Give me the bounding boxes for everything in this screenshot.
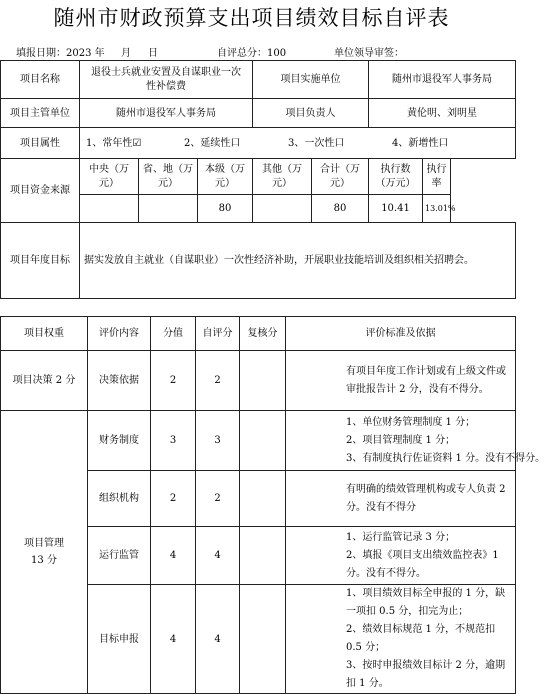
funding-value: 80 [198, 195, 253, 223]
eval-header: 评价内容 [88, 317, 151, 351]
funding-header: 执行数（万元） [369, 159, 423, 195]
eval-criteria [286, 585, 516, 694]
eval-criteria [286, 527, 516, 585]
funding-header: 省、地（万元） [139, 159, 198, 195]
eval-criteria: 有项目年度工作计划或有上级文件或审批报告计 2 分，没有不得分。 [286, 351, 516, 411]
eval-score: 4 [151, 527, 196, 585]
eval-content: 目标申报 [88, 585, 151, 694]
eval-self-score: 4 [196, 585, 240, 694]
eval-self-score: 2 [196, 351, 240, 411]
group-name: 项目决策 2 分 [1, 351, 88, 411]
eval-header: 分值 [151, 317, 196, 351]
page-title: 随州市财政预算支出项目绩效目标自评表 [53, 6, 450, 30]
eval-content: 运行监管 [88, 527, 151, 585]
eval-header: 评价标准及依据 [286, 317, 516, 351]
eval-score: 2 [151, 351, 196, 411]
funding-header: 合计（万元） [312, 159, 369, 195]
criteria-line: 3、按时申报绩效目标计 2 分，逾期扣 1 分。 [346, 660, 506, 689]
eval-criteria [286, 411, 545, 471]
funding-header: 中央（万元） [80, 159, 139, 195]
project-name: 退役士兵就业安置及自谋职业一次性补偿费 [80, 61, 253, 99]
eval-score: 2 [151, 471, 196, 527]
evaluation-table [0, 316, 545, 694]
group-name: 项目管理13 分 [1, 411, 88, 694]
fill-date: 填报日期：2023 年 [16, 48, 105, 59]
criteria-line: 1、项目绩效目标全申报的 1 分，缺一项扣 0.5 分，扣完为止； [346, 588, 506, 617]
criteria-line: 2、绩效目标规范 1 分，不规范扣 0.5 分； [346, 624, 496, 653]
criteria-line: 2、填报《项目支出绩效监控表》1 分。没有不得分。 [346, 549, 499, 579]
eval-content: 决策依据 [88, 351, 151, 411]
criteria-line: 1、单位财务管理制度 1 分； [346, 416, 476, 428]
fill-month: 月 [121, 48, 131, 59]
funding-value: 80 [312, 195, 369, 223]
dept: 随州市退役军人事务局 [80, 99, 253, 128]
eval-content: 财务制度 [88, 411, 151, 471]
exec-unit: 随州市退役军人事务局 [369, 61, 516, 99]
attr-option: 2、延续性口 [184, 137, 241, 149]
info-table [0, 60, 516, 299]
annual-goal-label: 项目年度目标 [1, 223, 80, 299]
funding-header: 执行率 [423, 159, 451, 195]
eval-score: 4 [151, 585, 196, 694]
eval-review-score [240, 471, 286, 527]
owner-label: 项目负责人 [253, 99, 369, 128]
attr-option: 4、新增性口 [392, 137, 449, 149]
attr-options [80, 128, 516, 159]
eval-self-score: 3 [196, 411, 240, 471]
funding-value: 13.01% [423, 195, 451, 223]
eval-score: 3 [151, 411, 196, 471]
exec-unit-label: 项目实施单位 [253, 61, 369, 99]
criteria-line: 2、项目管理制度 1 分； [346, 434, 456, 446]
eval-review-score [240, 527, 286, 585]
eval-review-score [240, 351, 286, 411]
funding-value: 10.41 [369, 195, 423, 223]
attr-label: 项目属性 [1, 128, 80, 159]
attr-option: 3、一次性口 [288, 137, 345, 149]
fill-day: 日 [148, 48, 158, 59]
criteria-line: 1、运行监管记录 3 分； [346, 531, 456, 543]
self-score-total: 自评总分：100 [217, 48, 287, 59]
eval-self-score: 2 [196, 471, 240, 527]
funding-header: 本级（万元） [198, 159, 253, 195]
eval-review-score [240, 585, 286, 694]
dept-label: 项目主管单位 [1, 99, 80, 128]
funding-value [253, 195, 312, 223]
eval-header: 自评分 [196, 317, 240, 351]
funding-value [139, 195, 198, 223]
attr-option: 1、常年性☑ [86, 137, 142, 149]
eval-header: 复核分 [240, 317, 286, 351]
funding-value [80, 195, 139, 223]
eval-content: 组织机构 [88, 471, 151, 527]
funding-header: 其他（万元） [253, 159, 312, 195]
eval-self-score: 4 [196, 527, 240, 585]
eval-review-score [240, 411, 286, 471]
eval-header: 项目权重 [1, 317, 88, 351]
leader-signoff: 单位领导审签： [334, 48, 404, 59]
annual-goal-text: 据实发放自主就业（自谋职业）一次性经济补助，开展职业技能培训及组织相关招聘会。 [80, 223, 516, 299]
owner: 黄伦明、刘明星 [369, 99, 516, 128]
funding-label: 项目资金来源 [1, 159, 80, 223]
criteria-line: 3、有制度执行佐证资料 1 分。没有不得分。 [346, 452, 545, 464]
project-name-label: 项目名称 [1, 61, 80, 99]
eval-criteria: 有明确的绩效管理机构或专人负责 2 分。没有不得分 [286, 471, 516, 527]
